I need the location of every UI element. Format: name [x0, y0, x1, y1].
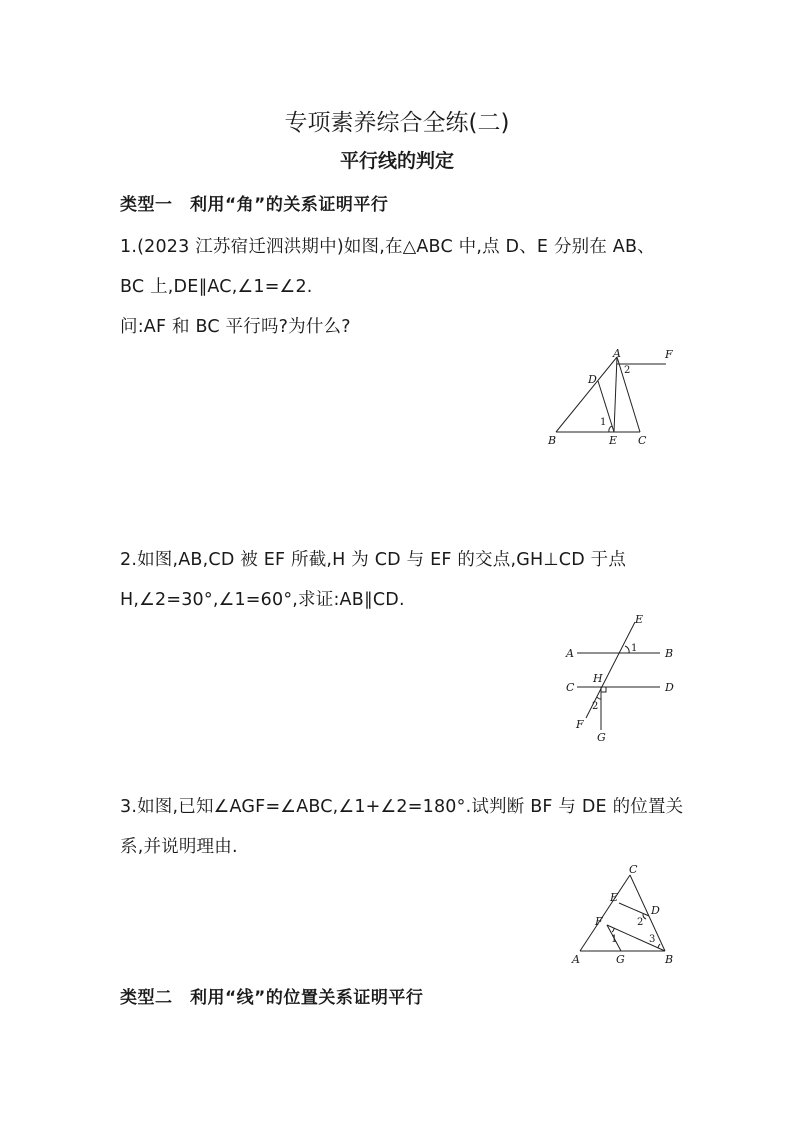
- section-heading-type-1: 类型一 利用“角”的关系证明平行: [120, 195, 389, 215]
- figure-3-label-angle-1: 1: [611, 934, 618, 945]
- page-title: 专项素养综合全练(二): [284, 110, 510, 136]
- question-2-line-1: 2.如图,AB,CD 被 EF 所截,H 为 CD 与 EF 的交点,GH⊥CD 于点: [120, 550, 627, 570]
- figure-3-segment-ac: [580, 875, 630, 951]
- figure-1-label-e: E: [609, 434, 618, 447]
- figure-2-label-angle-2: 2: [592, 701, 599, 712]
- figure-1-label-angle-1: 1: [600, 417, 607, 428]
- figure-1-label-d: D: [588, 373, 597, 386]
- figure-2-transversal: [560, 610, 685, 745]
- figure-2-angle-1-arc: [625, 646, 629, 653]
- figure-1-label-a: A: [613, 347, 621, 360]
- figure-2-label-h: H: [593, 672, 603, 685]
- figure-2-label-f: F: [576, 718, 584, 731]
- figure-1-angle-1-arc: [609, 426, 612, 432]
- figure-3-label-c: C: [629, 863, 638, 876]
- figure-1-label-f: F: [665, 348, 673, 361]
- figure-1-label-c: C: [638, 434, 647, 447]
- figure-3-segment-ed: [619, 903, 649, 916]
- figure-2-label-a: A: [566, 647, 574, 660]
- figure-1-segment-ab: [556, 357, 617, 432]
- figure-2-angle-2-arc: [597, 697, 601, 699]
- figure-2-label-d: D: [665, 681, 674, 694]
- question-1-line-2: BC 上,DE∥AC,∠1=∠2.: [120, 277, 313, 297]
- question-2-line-2: H,∠2=30°,∠1=60°,求证:AB∥CD.: [120, 590, 405, 610]
- figure-3-label-g: G: [616, 953, 625, 966]
- question-3-line-2: 系,并说明理由.: [120, 837, 238, 857]
- figure-3-label-b: B: [665, 953, 674, 966]
- figure-3-angle-1-arc: [612, 928, 614, 932]
- figure-2-label-e: E: [635, 613, 644, 626]
- figure-3-label-angle-3: 3: [649, 934, 656, 945]
- figure-3-angle-3-arc: [658, 944, 660, 948]
- figure-1-segment-ae: [614, 357, 617, 432]
- figure-2-label-b: B: [665, 647, 674, 660]
- figure-3-label-d: D: [651, 904, 660, 917]
- figure-2-label-angle-1: 1: [631, 643, 638, 654]
- figure-1-label-b: B: [548, 434, 557, 447]
- section-heading-type-2: 类型二 利用“线”的位置关系证明平行: [120, 988, 424, 1008]
- figure-1-label-angle-2: 2: [624, 365, 631, 376]
- figure-3-label-angle-2: 2: [637, 917, 644, 928]
- figure-2-label-g: G: [597, 731, 606, 744]
- figure-2-label-c: C: [566, 681, 575, 694]
- question-1-line-3: 问:AF 和 BC 平行吗?为什么?: [120, 317, 351, 337]
- figure-3-label-f: F: [595, 915, 603, 928]
- figure-3-label-e: E: [610, 891, 619, 904]
- page-subtitle: 平行线的判定: [339, 150, 454, 172]
- figure-1-triangle: [540, 345, 680, 450]
- question-1-line-1: 1.(2023 江苏宿迁泗洪期中)如图,在△ABC 中,点 D、E 分别在 AB、: [120, 237, 655, 257]
- figure-3-label-a: A: [572, 953, 580, 966]
- figure-3-triangle: [565, 863, 690, 971]
- question-3-line-1: 3.如图,已知∠AGF=∠ABC,∠1+∠2=180°.试判断 BF 与 DE 的位置关: [120, 797, 684, 817]
